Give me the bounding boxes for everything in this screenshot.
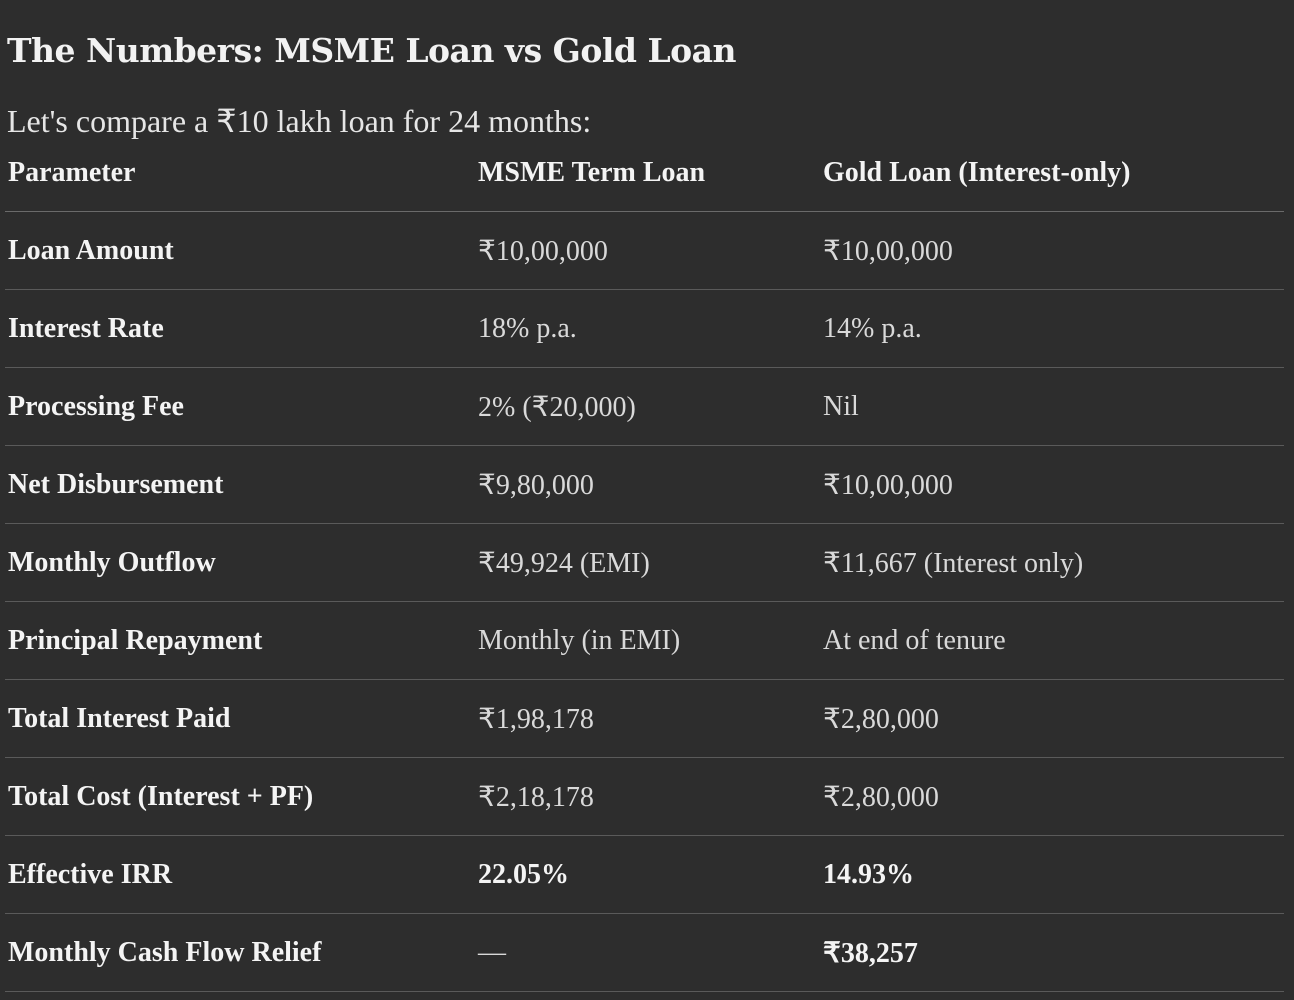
row-msme-value: 18% p.a. xyxy=(475,290,820,368)
row-gold-value: 14.93% xyxy=(820,836,1284,914)
table-row xyxy=(5,914,1284,992)
intro-text: Let's compare a ₹10 lakh loan for 24 months: xyxy=(7,103,592,139)
table-header-row xyxy=(5,134,1284,212)
row-gold-value: ₹10,00,000 xyxy=(820,212,1284,290)
row-parameter: Processing Fee xyxy=(5,368,475,446)
row-gold-value: Nil xyxy=(820,368,1284,446)
table-row xyxy=(5,524,1284,602)
row-parameter: Interest Rate xyxy=(5,290,475,368)
row-msme-value: — xyxy=(475,914,820,992)
row-msme-value: 2% (₹20,000) xyxy=(475,368,820,446)
header-parameter: Parameter xyxy=(5,134,475,212)
row-msme-value: ₹2,18,178 xyxy=(475,758,820,836)
row-gold-value: ₹10,00,000 xyxy=(820,446,1284,524)
row-msme-value: 22.05% xyxy=(475,836,820,914)
header-gold-loan: Gold Loan (Interest-only) xyxy=(820,134,1284,212)
row-parameter: Net Disbursement xyxy=(5,446,475,524)
row-parameter: Loan Amount xyxy=(5,212,475,290)
header-msme-term-loan: MSME Term Loan xyxy=(475,134,820,212)
row-gold-value: At end of tenure xyxy=(820,602,1284,680)
row-gold-value: ₹2,80,000 xyxy=(820,758,1284,836)
row-parameter: Total Cost (Interest + PF) xyxy=(5,758,475,836)
row-msme-value: ₹9,80,000 xyxy=(475,446,820,524)
row-parameter: Monthly Outflow xyxy=(5,524,475,602)
table-row xyxy=(5,368,1284,446)
comparison-table xyxy=(5,134,1284,992)
page-title: The Numbers: MSME Loan vs Gold Loan xyxy=(7,31,737,71)
row-parameter: Total Interest Paid xyxy=(5,680,475,758)
row-parameter: Monthly Cash Flow Relief xyxy=(5,914,475,992)
row-msme-value: ₹49,924 (EMI) xyxy=(475,524,820,602)
row-gold-value: ₹2,80,000 xyxy=(820,680,1284,758)
table-row xyxy=(5,602,1284,680)
row-parameter: Effective IRR xyxy=(5,836,475,914)
table-row xyxy=(5,758,1284,836)
row-msme-value: ₹1,98,178 xyxy=(475,680,820,758)
table-row xyxy=(5,290,1284,368)
table-row xyxy=(5,680,1284,758)
table-row xyxy=(5,836,1284,914)
row-gold-value: ₹11,667 (Interest only) xyxy=(820,524,1284,602)
row-msme-value: ₹10,00,000 xyxy=(475,212,820,290)
row-gold-value: ₹38,257 xyxy=(820,914,1284,992)
row-gold-value: 14% p.a. xyxy=(820,290,1284,368)
row-parameter: Principal Repayment xyxy=(5,602,475,680)
row-msme-value: Monthly (in EMI) xyxy=(475,602,820,680)
table-row xyxy=(5,212,1284,290)
table-row xyxy=(5,446,1284,524)
